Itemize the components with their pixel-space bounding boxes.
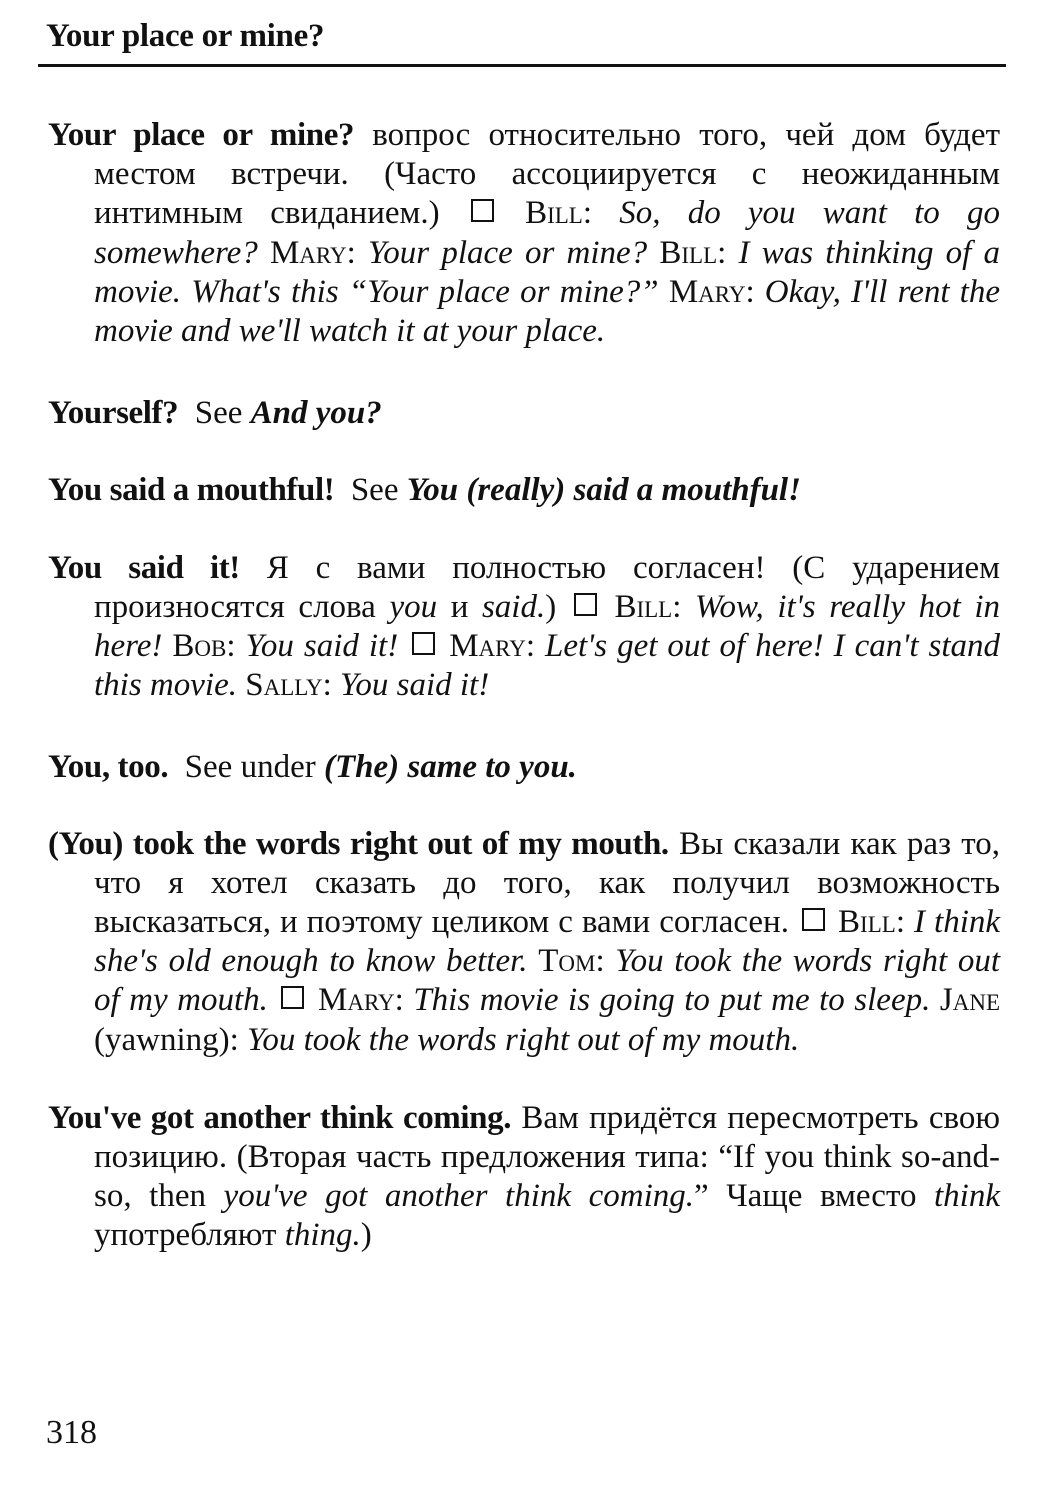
entry-definition: ” Чаще вместо [694, 1178, 935, 1215]
entry-definition: Вам придётся пересмотреть свою позицию. (Вторая часть предложения типа: “If you think so-and-so, then [94, 1099, 1000, 1215]
entry-definition: ) [360, 1217, 372, 1254]
entry-headword: You've got another think coming. [48, 1099, 512, 1136]
emphasized-word: thing. [284, 1217, 361, 1254]
entry-definition: ) [545, 588, 570, 625]
example-line: Wow, it's really hot in here! [94, 588, 1001, 665]
entry-definition: вопрос относительно того, чей дом будет местом встречи. (Часто ассоциируется с неожиданным интимным свиданием.) [94, 117, 1000, 232]
speaker-name: Mary [318, 982, 395, 1019]
example-line: You said it! [245, 628, 399, 665]
example-line: So, do you want to go somewhere? [94, 195, 1001, 271]
entry-definition: употребляют [94, 1217, 285, 1254]
speaker-name: Bob [172, 628, 227, 665]
example-line: Your place or mine? [367, 234, 648, 271]
cross-reference-target: You (really) said a mouthful! [406, 472, 801, 509]
cross-reference-label: See [194, 395, 243, 432]
entry-you-said-a-mouthful [48, 471, 1000, 510]
emphasized-word: think [934, 1178, 1000, 1215]
entry-headword: Yourself? [48, 395, 179, 432]
cross-reference-label: See under [184, 749, 316, 786]
entry-headword: (You) took the words right out of my mouth. [48, 825, 669, 862]
example-marker-icon [471, 199, 494, 222]
example-line: You took the words right out of my mouth. [94, 943, 1000, 1019]
entry-definition: и [437, 588, 482, 625]
entry-definition: Вы сказали как раз то, что я хотел сказать до того, как получил возможность высказаться, и поэтому целиком с вами согласен. [94, 825, 1000, 941]
entry-headword: You said it! [48, 549, 240, 586]
speaker-name: Sally [245, 667, 323, 704]
speaker-name: Bill [525, 195, 583, 232]
emphasized-word: you've got another think coming. [223, 1178, 695, 1215]
entry-headword: Your place or mine? [48, 117, 355, 153]
example-line: This movie is going to put me to sleep. [413, 982, 931, 1019]
example-marker-icon [802, 908, 825, 931]
speaker-name: Bill [614, 588, 673, 625]
entry-your-place-or-mine: Your place or mine? вопрос относительно того, чей дом будет местом встречи. (Часто ассоциируется с неожиданным интимным свиданием.) Bill: So, do you want to go somewhere? Mary: Your place or mine? Bill: I was thinking of a movie. What's this “Your place or mine?” Mary: Okay, I'll rent the movie and we'll watch it at your place. [48, 117, 1001, 350]
speaker-name: Bill [659, 234, 718, 271]
entry-definition: Я с вами полностью согласен! (С ударением произносятся слова [94, 549, 1000, 625]
speaker-name: Mary [449, 628, 526, 665]
entry-yourself [48, 394, 1000, 433]
speaker-name: Mary [668, 273, 746, 310]
example-line: Let's get out of here! I can't stand this movie. [94, 628, 1000, 704]
emphasized-word: said. [481, 588, 546, 625]
entry-you-said-it: You said it! Я с вами полностью согласен! (С ударением произносятся слова you и said.) Bill: Wow, it's really hot in here! Bob: You said it! Mary: Let's get out of here! I can't stand this movie. Sally: You said it! [48, 549, 1001, 704]
example-line: I was thinking of a movie. What's this “Your place or mine?” [94, 234, 1001, 310]
cross-reference-target: And you? [250, 395, 382, 432]
cross-reference-label: See [350, 472, 399, 509]
example-line: Okay, I'll rent the movie and we'll watch it at your place. [94, 273, 1000, 350]
stage-direction: (yawning): [94, 1021, 248, 1058]
example-marker-icon [574, 593, 597, 616]
header-rule [38, 64, 1006, 67]
entry-headword: You said a mouthful! [48, 472, 335, 509]
example-line: I think she's old enough to know better. [94, 904, 1001, 980]
entry-took-the-words: (You) took the words right out of my mouth. Вы сказали как раз то, что я хотел сказать до того, как получил возможность высказаться, и поэтому целиком с вами согласен. Bill: I think she's old enough to know better. Tom: You took the words right out of my mouth. Mary: This movie is going to put me to sleep. Jane (yawning): You took the words right out of my mouth. [48, 825, 1001, 1058]
entry-headword: You, too. [48, 749, 169, 786]
speaker-name: Bill [838, 904, 896, 941]
cross-reference-target: (The) same to you. [323, 749, 577, 786]
entry-you-too [48, 748, 1000, 787]
speaker-name: Tom [538, 943, 596, 980]
example-line: You said it! [340, 667, 490, 704]
speaker-name: Jane [939, 982, 1001, 1019]
example-marker-icon [412, 632, 435, 655]
running-head: Your place or mine? [46, 18, 325, 54]
example-marker-icon [281, 986, 304, 1009]
page-number: 318 [46, 1414, 97, 1451]
entry-another-think-coming [48, 1099, 1000, 1256]
entry-list [48, 116, 1000, 1256]
emphasized-word: you [389, 588, 438, 625]
speaker-name: Mary [269, 234, 347, 271]
example-line: You took the words right out of my mouth. [247, 1021, 800, 1058]
